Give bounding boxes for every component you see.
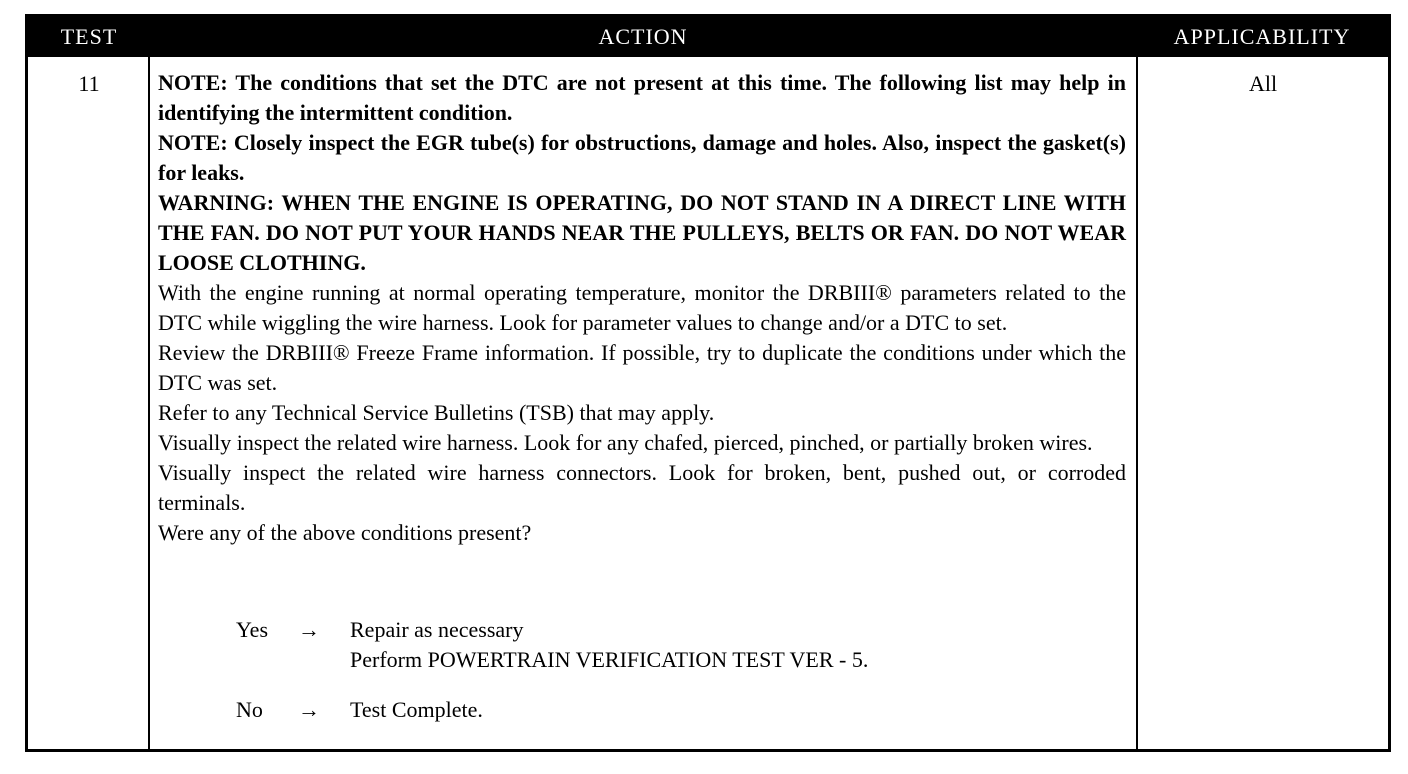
header-applicability: APPLICABILITY: [1173, 24, 1351, 49]
warning-engine-operating: WARNING: WHEN THE ENGINE IS OPERATING, DO NOT STAND IN A DIRECT LINE WITH THE FAN. DO NOT PUT YOUR HANDS NEAR THE PULLEYS, BELTS OR FAN. DO NOT WEAR LOOSE CLOTHING.: [158, 190, 1126, 275]
no-action: Test Complete.: [350, 697, 483, 722]
table-header: [28, 17, 1388, 57]
yes-label: Yes: [236, 617, 269, 642]
instruction-freeze-frame: Review the DRBIII® Freeze Frame information. If possible, try to duplicate the conditions under which the DTC was set.: [158, 340, 1126, 395]
note-egr-tube: NOTE: Closely inspect the EGR tube(s) for obstructions, damage and holes. Also, inspect the gasket(s) for leaks.: [158, 130, 1126, 185]
question-conditions-present: Were any of the above conditions present?: [158, 520, 532, 545]
column-divider: [1136, 57, 1138, 749]
result-yes: [236, 615, 1036, 675]
yes-action-line1: Repair as necessary: [350, 617, 524, 642]
instruction-inspect-harness: Visually inspect the related wire harness. Look for any chafed, pierced, pinched, or partially broken wires.: [158, 430, 1093, 455]
yes-action: [350, 615, 868, 675]
results-block: [236, 615, 1036, 725]
arrow-right-icon: →: [298, 617, 320, 642]
no-label: No: [236, 697, 263, 722]
note-conditions: NOTE: The conditions that set the DTC are not present at this time. The following list may help in identifying the intermittent condition.: [158, 70, 1126, 125]
instruction-inspect-connectors: Visually inspect the related wire harness connectors. Look for broken, bent, pushed out, or corroded terminals.: [158, 460, 1126, 515]
result-no: [236, 695, 1036, 725]
test-number: 11: [78, 71, 100, 96]
instruction-monitor-parameters: With the engine running at normal operating temperature, monitor the DRBIII® parameters related to the DTC while wiggling the wire harness. Look for parameter values to change and/or a DTC to set.: [158, 280, 1126, 335]
header-test: TEST: [60, 24, 118, 49]
header-action: ACTION: [598, 24, 688, 49]
yes-action-line2: Perform POWERTRAIN VERIFICATION TEST VER - 5.: [350, 647, 869, 672]
applicability-value: All: [1248, 71, 1278, 96]
action-cell: [158, 68, 1126, 548]
instruction-tsb: Refer to any Technical Service Bulletins (TSB) that may apply.: [158, 400, 715, 425]
arrow-right-icon: →: [298, 697, 320, 722]
column-divider: [148, 57, 150, 749]
